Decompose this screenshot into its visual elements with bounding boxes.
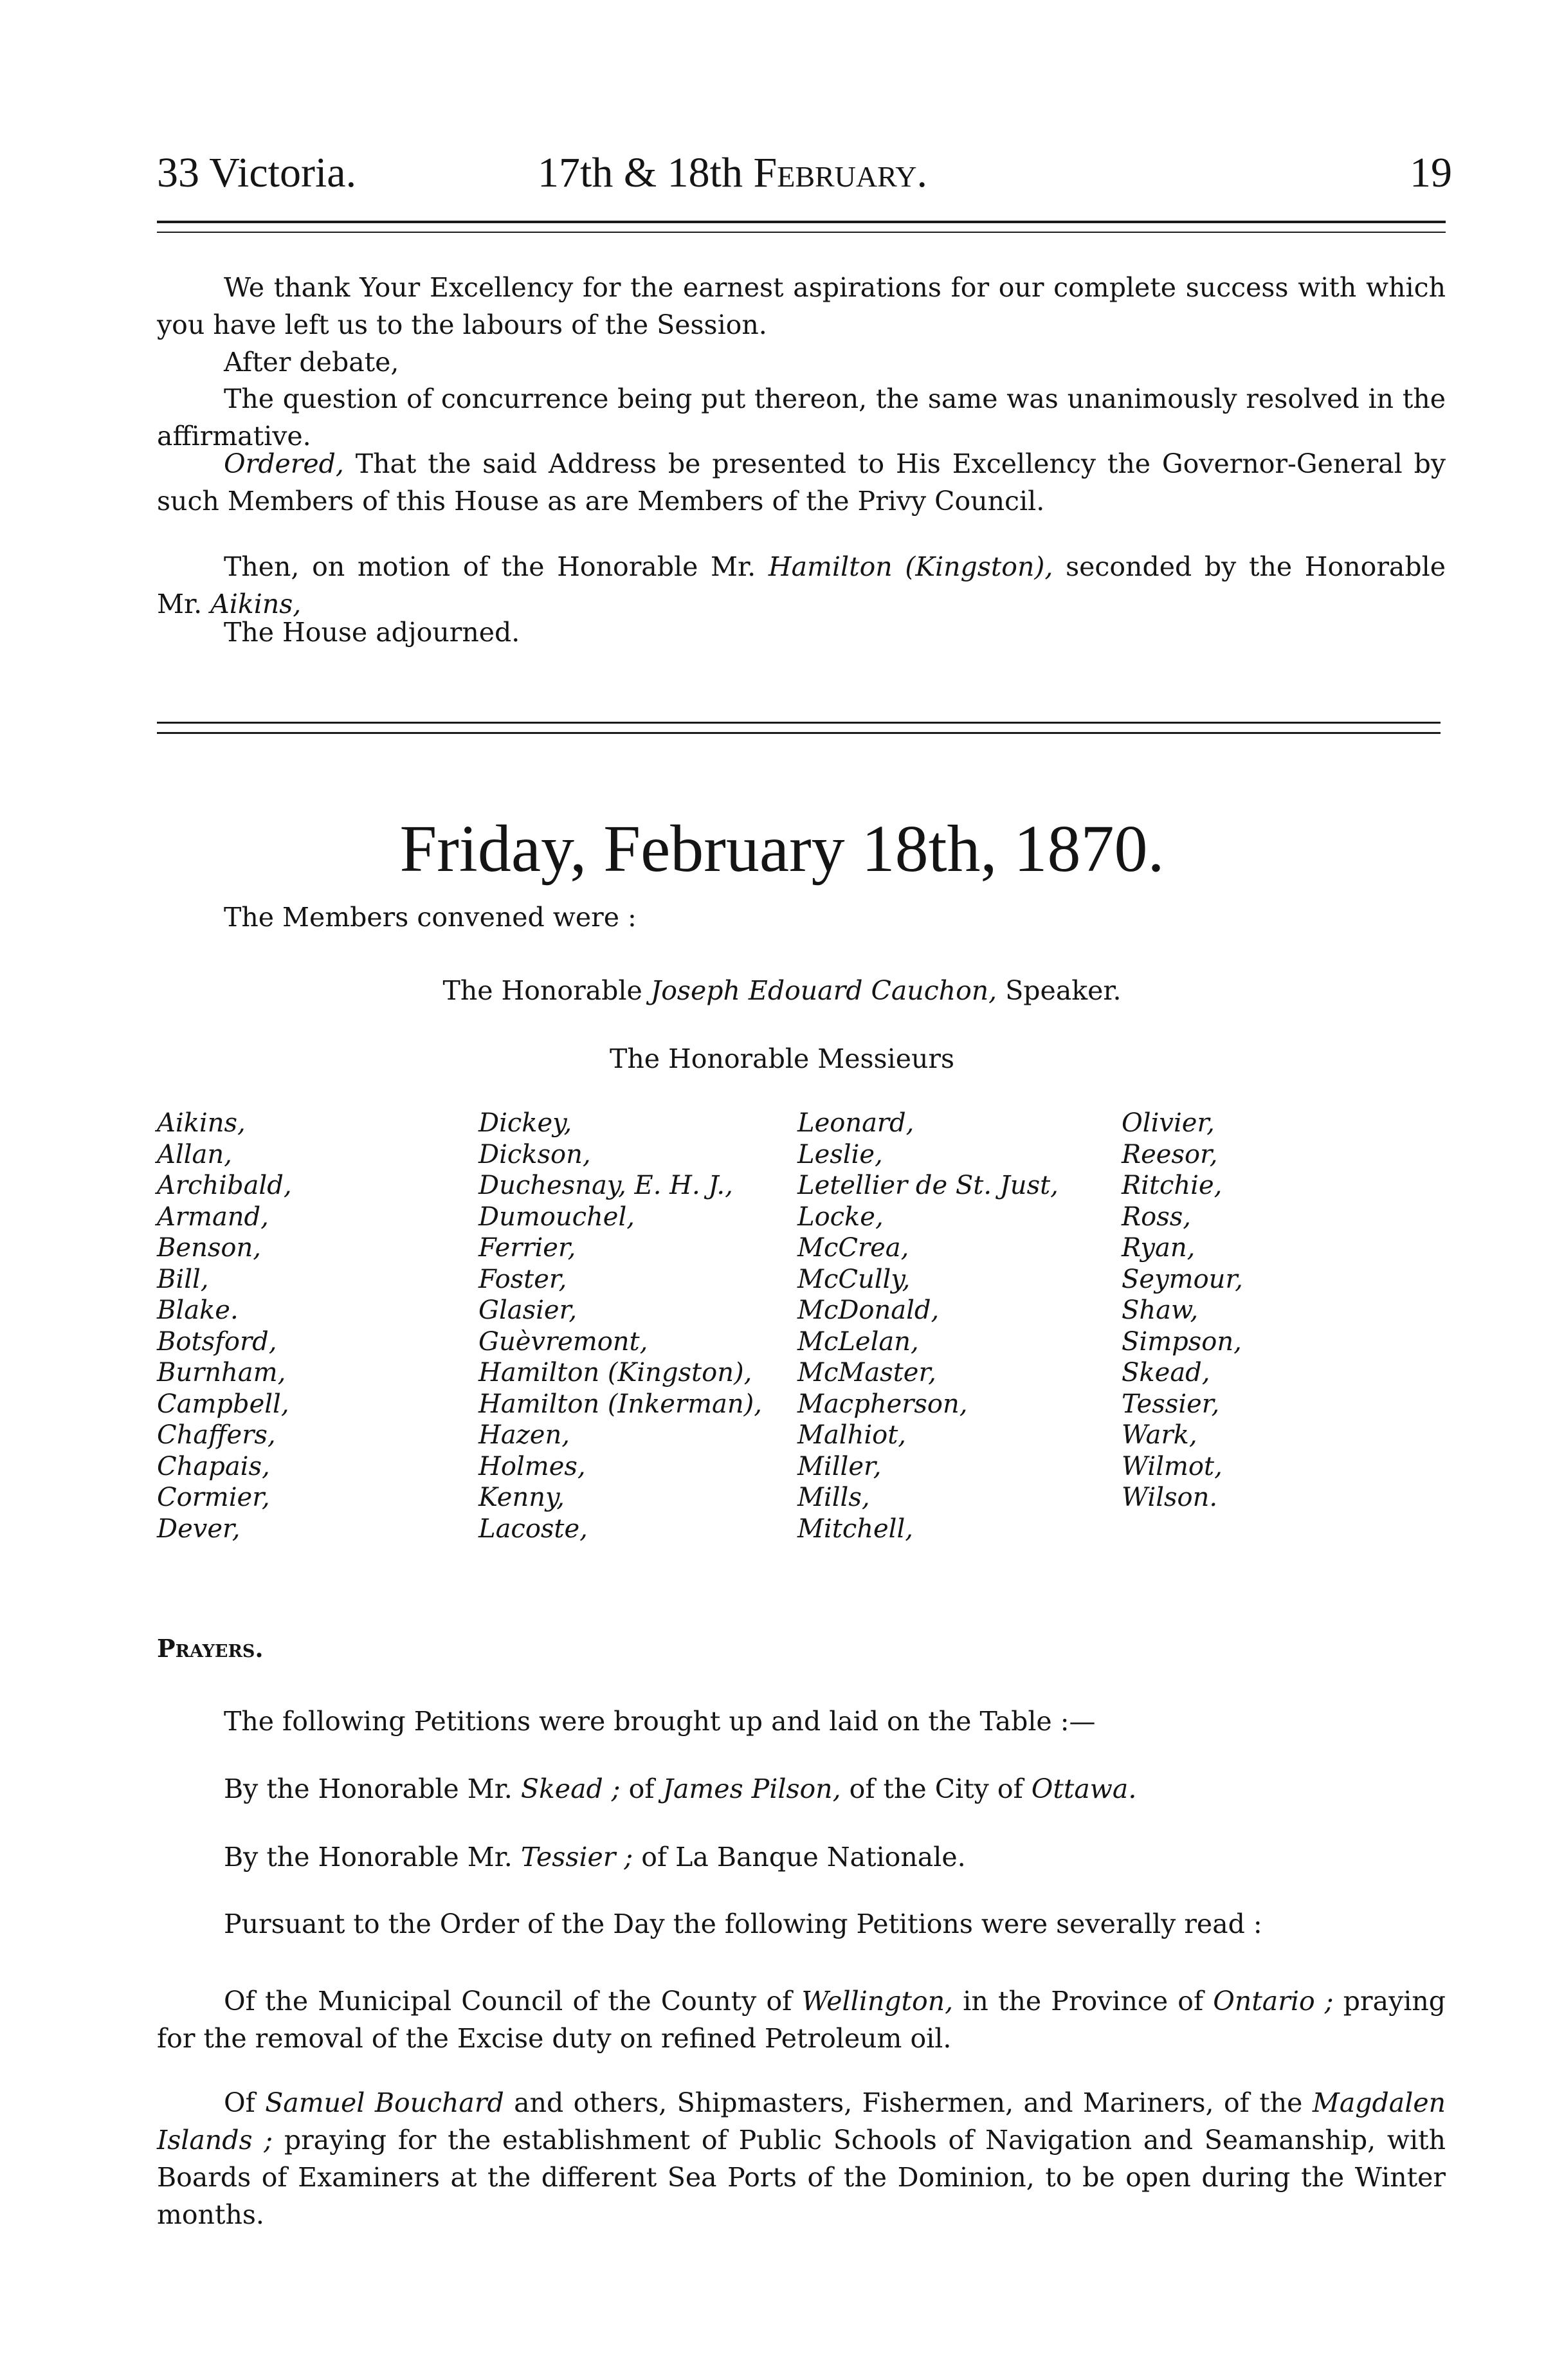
speaker-name: Joseph Edouard Cauchon, bbox=[650, 975, 997, 1006]
member-name: Mills, bbox=[797, 1483, 870, 1512]
member-name: Foster, bbox=[478, 1264, 567, 1294]
members-convened: The Members convened were : bbox=[224, 902, 637, 933]
member-name: Lacoste, bbox=[478, 1514, 588, 1544]
member-name: Tessier, bbox=[1122, 1389, 1220, 1419]
member-name: Dickey, bbox=[478, 1108, 572, 1138]
motion-mover: Hamilton (Kingston), bbox=[768, 551, 1053, 582]
petitions-read-intro: Pursuant to the Order of the Day the following Petitions were severally read : bbox=[224, 1909, 1262, 1939]
member-name: Aikins, bbox=[157, 1108, 246, 1138]
members-column-4 bbox=[1122, 1108, 1243, 1514]
member-name: Miller, bbox=[797, 1451, 882, 1481]
member-name: Chaffers, bbox=[157, 1420, 276, 1450]
member-name: Botsford, bbox=[157, 1326, 277, 1357]
motion-text-b: seconded by the Honorable Mr. bbox=[157, 551, 1446, 619]
petition1-member: Skead ; bbox=[520, 1773, 621, 1804]
petition2-member: Tessier ; bbox=[520, 1842, 633, 1872]
member-name: Hamilton (Kingston), bbox=[478, 1358, 752, 1387]
member-name: Reesor, bbox=[1122, 1139, 1218, 1169]
member-name: Chapais, bbox=[157, 1451, 270, 1481]
member-name: Benson, bbox=[157, 1233, 261, 1263]
members-column-1 bbox=[157, 1108, 292, 1544]
member-name: McCrea, bbox=[797, 1233, 909, 1263]
header-rule-bottom bbox=[157, 232, 1446, 233]
after-debate: After debate, bbox=[224, 347, 399, 378]
read1-text-c: praying for the removal of the Excise duty on refined Petroleum oil. bbox=[157, 1986, 1446, 2054]
section-rule-bottom bbox=[157, 732, 1441, 734]
member-name: Olivier, bbox=[1122, 1108, 1215, 1138]
member-name: Skead, bbox=[1122, 1358, 1210, 1387]
member-name: Cormier, bbox=[157, 1483, 270, 1512]
member-name: Wark, bbox=[1122, 1420, 1197, 1450]
member-name: Burnham, bbox=[157, 1358, 286, 1387]
member-name: Blake. bbox=[157, 1295, 239, 1325]
member-name: Dickson, bbox=[478, 1139, 591, 1169]
member-name: Allan, bbox=[157, 1139, 232, 1169]
member-name: Malhiot, bbox=[797, 1420, 907, 1450]
prayers-heading: Prayers. bbox=[157, 1634, 264, 1663]
speaker-role: Speaker. bbox=[997, 975, 1122, 1006]
member-name: McMaster, bbox=[797, 1358, 936, 1387]
member-name: Ferrier, bbox=[478, 1233, 576, 1263]
member-name: Archibald, bbox=[157, 1171, 292, 1200]
running-header-month: February. bbox=[753, 149, 927, 196]
member-name: Wilson. bbox=[1122, 1483, 1218, 1512]
petition-tessier bbox=[157, 1838, 1446, 1876]
motion-text-a: Then, on motion of the Honorable Mr. bbox=[224, 551, 768, 582]
running-header-session: 33 Victoria. bbox=[157, 149, 357, 196]
member-name: Bill, bbox=[157, 1264, 209, 1294]
ordered-label: Ordered, bbox=[224, 448, 344, 479]
member-name: Armand, bbox=[157, 1202, 269, 1232]
member-name: McCully, bbox=[797, 1264, 911, 1294]
petition2-text-a: By the Honorable Mr. bbox=[224, 1842, 521, 1872]
member-name: McLelan, bbox=[797, 1326, 919, 1357]
members-column-3 bbox=[797, 1108, 1059, 1544]
read1-text-b: in the Province of bbox=[953, 1986, 1214, 2017]
member-name: Hazen, bbox=[478, 1420, 570, 1450]
messieurs-heading: The Honorable Messieurs bbox=[609, 1043, 955, 1074]
read2-text-c: praying for the establishment of Public Schools of Navigation and Seamanship, with Boards of Examiners at the different Sea Ports of the Dominion, to be open during the Winter months. bbox=[157, 2125, 1446, 2230]
member-name: Kenny, bbox=[478, 1483, 565, 1512]
read2-text-b: and others, Shipmasters, Fishermen, and Mariners, of the bbox=[504, 2087, 1313, 2118]
running-header-dates bbox=[538, 149, 927, 196]
member-name: Ryan, bbox=[1122, 1233, 1196, 1263]
header-rule-top bbox=[157, 221, 1446, 223]
petition-skead bbox=[157, 1770, 1446, 1808]
read1-text-a: Of the Municipal Council of the County of bbox=[224, 1986, 802, 2017]
member-name: Mitchell, bbox=[797, 1514, 913, 1544]
petition1-city: Ottawa. bbox=[1031, 1773, 1137, 1804]
member-name: Dever, bbox=[157, 1514, 241, 1544]
sitting-date-title: Friday, February 18th, 1870. bbox=[399, 812, 1165, 886]
speaker-line bbox=[0, 975, 1564, 1006]
member-name: Seymour, bbox=[1122, 1264, 1243, 1294]
member-name: Hamilton (Inkerman), bbox=[478, 1389, 762, 1419]
petition1-text-c: of the City of bbox=[841, 1773, 1032, 1804]
petition1-text-a: By the Honorable Mr. bbox=[224, 1773, 521, 1804]
read2-petitioner: Samuel Bouchard bbox=[265, 2087, 504, 2118]
petition1-text-b: of bbox=[620, 1773, 663, 1804]
member-name: Letellier de St. Just, bbox=[797, 1171, 1059, 1200]
motion-seconder: Aikins, bbox=[210, 589, 302, 619]
member-name: McDonald, bbox=[797, 1295, 940, 1325]
members-column-2 bbox=[478, 1108, 762, 1544]
petition-magdalen bbox=[157, 2084, 1446, 2233]
member-name: Wilmot, bbox=[1122, 1451, 1223, 1481]
petition-wellington bbox=[157, 1982, 1446, 2057]
house-adjourned: The House adjourned. bbox=[224, 617, 520, 648]
member-name: Ross, bbox=[1122, 1202, 1191, 1232]
section-rule-top bbox=[157, 722, 1441, 724]
read1-province: Ontario ; bbox=[1213, 1986, 1334, 2017]
read1-county: Wellington, bbox=[801, 1986, 954, 2017]
member-name: Ritchie, bbox=[1122, 1171, 1223, 1200]
petitions-intro: The following Petitions were brought up and laid on the Table :— bbox=[224, 1706, 1096, 1737]
member-name: Locke, bbox=[797, 1202, 884, 1232]
ordered-text: That the said Address be presented to His Excellency the Governor-General by such Members of this House as are Members of the Privy Council. bbox=[157, 448, 1446, 517]
member-name: Guèvremont, bbox=[478, 1326, 648, 1357]
read2-place: Magdalen Islands ; bbox=[157, 2087, 1446, 2156]
member-name: Simpson, bbox=[1122, 1326, 1242, 1357]
read2-text-a: Of bbox=[224, 2087, 266, 2118]
adjournment-motion bbox=[157, 548, 1446, 623]
member-name: Dumouchel, bbox=[478, 1202, 635, 1232]
member-name: Shaw, bbox=[1122, 1295, 1199, 1325]
speaker-title: The Honorable bbox=[442, 975, 651, 1006]
member-name: Holmes, bbox=[478, 1451, 586, 1481]
member-name: Glasier, bbox=[478, 1295, 577, 1325]
petition2-text-b: of La Banque Nationale. bbox=[633, 1842, 966, 1872]
petition1-petitioner: James Pilson, bbox=[662, 1773, 841, 1804]
concurrence-paragraph: The question of concurrence being put thereon, the same was unanimously resolved in the affirmative. bbox=[157, 383, 1446, 452]
ordered-paragraph bbox=[157, 445, 1446, 520]
page-number: 19 bbox=[1410, 149, 1452, 196]
member-name: Leonard, bbox=[797, 1108, 914, 1138]
running-header-dates-text: 17th & 18th bbox=[538, 149, 754, 196]
member-name: Macpherson, bbox=[797, 1389, 968, 1419]
address-paragraph: We thank Your Excellency for the earnest aspirations for our complete success with which you have left us to the labours of the Session. bbox=[157, 272, 1446, 340]
member-name: Leslie, bbox=[797, 1139, 883, 1169]
member-name: Campbell, bbox=[157, 1389, 289, 1419]
member-name: Duchesnay, E. H. J., bbox=[478, 1171, 733, 1200]
